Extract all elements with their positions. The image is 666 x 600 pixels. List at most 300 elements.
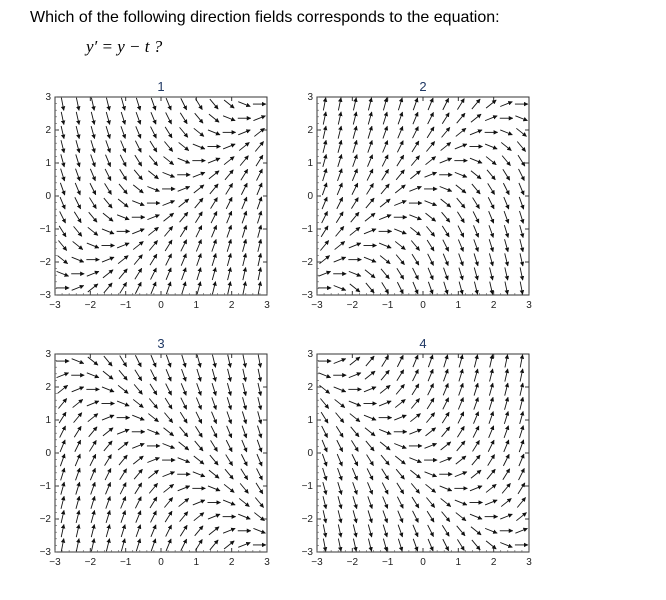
- x-tick-label: −1: [119, 300, 132, 311]
- field-arrow: [181, 383, 186, 395]
- field-arrow: [89, 427, 97, 437]
- field-arrow: [458, 397, 463, 409]
- y-tick-label: −3: [301, 547, 313, 558]
- field-arrow: [121, 539, 124, 552]
- y-tick-label: 2: [307, 382, 313, 393]
- field-arrow: [396, 469, 404, 479]
- direction-field-panel-1: [40, 79, 271, 311]
- field-arrow: [102, 387, 114, 392]
- field-arrow: [163, 201, 175, 206]
- field-arrow: [487, 469, 495, 479]
- field-arrow: [151, 282, 156, 294]
- field-arrow: [72, 359, 84, 364]
- y-tick-label: 1: [307, 158, 313, 169]
- field-arrow: [443, 240, 449, 252]
- field-arrow: [338, 482, 342, 494]
- y-tick-label: 2: [307, 125, 313, 136]
- field-arrow: [196, 397, 201, 409]
- field-arrow: [136, 126, 141, 138]
- field-arrow: [350, 284, 360, 292]
- field-arrow: [149, 399, 157, 409]
- field-arrow: [411, 241, 419, 251]
- field-arrow: [353, 140, 357, 152]
- field-arrow: [353, 126, 356, 139]
- field-arrow: [195, 198, 203, 208]
- field-arrow: [443, 98, 449, 110]
- field-arrow: [121, 112, 125, 124]
- field-arrow: [74, 426, 81, 437]
- field-arrow: [88, 284, 98, 292]
- field-arrow: [75, 183, 80, 195]
- field-arrow: [350, 357, 360, 365]
- panel-title: 3: [157, 336, 165, 351]
- field-arrow: [148, 227, 158, 235]
- field-arrow: [473, 198, 480, 209]
- field-arrow: [368, 112, 371, 125]
- field-arrow: [349, 243, 361, 248]
- field-arrow: [151, 112, 156, 124]
- y-tick-label: 3: [307, 349, 313, 360]
- field-arrow: [196, 239, 201, 251]
- field-arrow: [334, 359, 346, 364]
- field-arrow: [350, 414, 360, 422]
- field-arrow: [193, 172, 205, 177]
- plot-frame: [317, 97, 529, 295]
- field-arrow: [102, 257, 114, 262]
- field-arrow: [352, 183, 358, 195]
- field-arrow: [241, 469, 248, 480]
- field-arrow: [368, 539, 371, 552]
- y-tick-label: 1: [45, 415, 51, 426]
- field-arrow: [194, 513, 204, 521]
- field-arrow: [443, 539, 449, 551]
- field-arrow: [253, 528, 265, 533]
- field-arrow: [490, 369, 493, 382]
- x-tick-label: −2: [84, 300, 97, 311]
- field-arrow: [121, 98, 124, 111]
- field-arrow: [395, 185, 405, 193]
- field-arrow: [106, 98, 109, 111]
- field-arrow: [163, 428, 173, 436]
- field-arrow: [501, 142, 511, 150]
- field-arrow: [444, 268, 448, 280]
- y-tick-label: 0: [45, 191, 51, 202]
- field-arrow: [106, 155, 111, 167]
- field-arrow: [444, 282, 448, 294]
- field-arrow: [426, 498, 434, 508]
- field-arrow: [353, 482, 357, 494]
- field-arrow: [91, 524, 94, 537]
- field-arrow: [163, 472, 175, 477]
- field-arrow: [398, 511, 403, 523]
- field-arrow: [383, 496, 388, 508]
- field-arrow: [338, 112, 341, 125]
- field-arrow: [212, 282, 215, 295]
- field-arrow: [411, 483, 419, 493]
- field-arrow: [90, 454, 96, 466]
- field-arrow: [519, 426, 523, 438]
- field-arrow: [412, 254, 419, 265]
- field-arrow: [254, 513, 264, 521]
- field-arrow: [349, 373, 361, 378]
- field-arrow: [365, 213, 375, 221]
- field-arrow: [413, 282, 418, 294]
- field-arrow: [520, 253, 523, 266]
- field-arrow: [105, 169, 111, 181]
- field-arrow: [519, 197, 523, 209]
- field-arrow: [197, 254, 201, 266]
- field-arrow: [366, 356, 374, 366]
- field-arrow: [409, 458, 421, 463]
- field-arrow: [181, 398, 187, 410]
- field-arrow: [135, 282, 141, 294]
- x-tick-label: 2: [228, 300, 235, 311]
- field-arrow: [106, 496, 110, 508]
- field-arrow: [397, 370, 404, 381]
- field-arrow: [135, 355, 141, 367]
- field-arrow: [338, 496, 341, 509]
- field-arrow: [166, 112, 172, 124]
- field-arrow: [120, 469, 127, 480]
- field-arrow: [181, 98, 187, 110]
- field-arrow: [474, 268, 477, 281]
- y-tick-label: 3: [307, 92, 313, 103]
- direction-field-panel-4: [302, 336, 533, 568]
- field-arrow: [457, 526, 465, 536]
- field-arrow: [428, 525, 434, 537]
- field-arrow: [338, 539, 341, 552]
- field-arrow: [163, 484, 173, 492]
- field-arrow: [165, 398, 172, 409]
- field-arrow: [474, 369, 477, 382]
- field-arrow: [106, 525, 109, 538]
- direction-field-panel-2: [302, 79, 533, 311]
- field-arrow: [238, 514, 250, 519]
- x-tick-label: 0: [158, 557, 164, 568]
- field-arrow: [75, 197, 81, 209]
- field-arrow: [440, 187, 452, 192]
- field-arrow: [61, 98, 63, 111]
- field-arrow: [488, 183, 495, 194]
- field-arrow: [226, 440, 232, 452]
- field-arrow: [322, 183, 326, 195]
- field-arrow: [505, 383, 508, 396]
- field-arrow: [258, 239, 261, 252]
- field-arrow: [72, 387, 84, 392]
- field-arrow: [179, 142, 189, 150]
- field-arrow: [223, 528, 235, 533]
- field-arrow: [87, 373, 99, 378]
- field-arrow: [440, 486, 452, 491]
- field-arrow: [459, 355, 462, 368]
- field-arrow: [428, 384, 434, 396]
- field-arrow: [459, 369, 463, 381]
- field-arrow: [338, 510, 341, 523]
- field-arrow: [334, 286, 346, 291]
- field-arrow: [520, 267, 523, 280]
- field-arrow: [258, 397, 261, 410]
- field-arrow: [147, 215, 159, 220]
- field-arrow: [505, 239, 508, 252]
- field-arrow: [163, 172, 175, 177]
- field-arrow: [106, 112, 109, 125]
- field-arrow: [504, 440, 509, 452]
- field-arrow: [382, 169, 389, 180]
- field-arrow: [410, 470, 420, 478]
- field-arrow: [180, 127, 188, 137]
- field-arrow: [383, 511, 387, 523]
- field-arrow: [106, 126, 110, 138]
- field-arrow: [118, 256, 128, 264]
- field-arrow: [488, 440, 494, 452]
- field-arrow: [470, 514, 482, 519]
- field-arrow: [61, 112, 64, 125]
- y-tick-label: 0: [307, 448, 313, 459]
- field-arrow: [76, 510, 79, 523]
- field-arrow: [61, 140, 64, 153]
- field-arrow: [397, 483, 404, 494]
- field-arrow: [121, 140, 126, 152]
- field-arrow: [135, 370, 142, 381]
- field-arrow: [164, 498, 172, 508]
- field-arrow: [72, 257, 84, 262]
- field-arrow: [366, 441, 374, 451]
- field-arrow: [257, 426, 261, 438]
- field-arrow: [366, 283, 374, 293]
- field-arrow: [133, 241, 143, 249]
- field-arrow: [474, 355, 477, 368]
- field-arrow: [323, 154, 326, 167]
- field-arrow: [74, 226, 82, 236]
- field-arrow: [120, 169, 127, 180]
- field-arrow: [320, 241, 328, 251]
- field-arrow: [105, 468, 111, 480]
- field-arrow: [323, 468, 327, 480]
- field-arrow: [150, 254, 157, 265]
- field-arrow: [197, 268, 201, 280]
- field-arrow: [350, 227, 360, 235]
- field-arrow: [75, 454, 80, 466]
- field-arrow: [489, 253, 492, 266]
- field-arrow: [136, 98, 140, 110]
- field-arrow: [488, 455, 495, 466]
- field-arrow: [87, 243, 99, 248]
- field-arrow: [321, 412, 328, 423]
- field-arrow: [106, 482, 111, 494]
- field-arrow: [194, 456, 204, 464]
- field-arrow: [474, 383, 478, 395]
- field-arrow: [425, 157, 435, 165]
- field-arrow: [504, 426, 508, 438]
- field-arrow: [105, 455, 112, 466]
- field-arrow: [379, 215, 391, 220]
- field-arrow: [353, 524, 356, 537]
- field-arrow: [243, 397, 246, 410]
- field-arrow: [133, 456, 143, 464]
- field-arrow: [442, 412, 449, 423]
- field-arrow: [133, 399, 143, 407]
- field-arrow: [486, 484, 496, 492]
- field-arrow: [364, 257, 376, 262]
- field-arrow: [242, 411, 246, 423]
- field-arrow: [442, 212, 450, 222]
- panel-title: 4: [419, 336, 427, 351]
- field-arrow: [444, 369, 448, 381]
- field-arrow: [182, 268, 186, 280]
- field-arrow: [338, 98, 341, 111]
- field-arrow: [444, 355, 448, 367]
- field-arrow: [381, 184, 389, 194]
- field-arrow: [455, 500, 467, 505]
- field-arrow: [180, 412, 187, 423]
- field-arrow: [103, 371, 113, 379]
- field-arrow: [147, 187, 159, 192]
- field-arrow: [382, 282, 389, 293]
- field-arrow: [61, 154, 64, 167]
- direction-field-panel-3: [40, 336, 271, 568]
- field-arrow: [256, 155, 263, 166]
- field-arrow: [179, 498, 189, 506]
- field-arrow: [132, 415, 144, 420]
- field-arrow: [118, 385, 128, 393]
- field-arrow: [427, 511, 434, 522]
- field-arrow: [425, 201, 437, 206]
- field-arrow: [349, 271, 361, 276]
- field-arrow: [397, 268, 404, 279]
- field-arrow: [60, 426, 66, 438]
- field-arrow: [91, 112, 94, 125]
- question-text: Which of the following direction fields corresponds to the equation:: [30, 9, 500, 26]
- x-tick-label: 0: [420, 300, 426, 311]
- field-arrow: [383, 525, 387, 537]
- x-tick-label: −2: [346, 557, 359, 568]
- field-arrow: [258, 282, 260, 295]
- field-arrow: [368, 482, 373, 494]
- field-arrow: [257, 169, 263, 181]
- field-arrow: [166, 282, 170, 294]
- field-arrow: [336, 413, 344, 423]
- field-arrow: [106, 140, 110, 152]
- x-tick-label: −3: [49, 300, 61, 311]
- field-arrow: [223, 144, 235, 149]
- field-arrow: [238, 102, 250, 107]
- field-arrow: [338, 154, 342, 166]
- x-tick-label: 1: [455, 300, 462, 311]
- field-arrow: [489, 412, 493, 424]
- field-arrow: [516, 513, 526, 521]
- field-arrow: [226, 455, 233, 466]
- field-arrow: [211, 198, 218, 209]
- field-arrow: [323, 169, 327, 181]
- field-arrow: [60, 183, 64, 195]
- field-arrow: [425, 428, 435, 436]
- field-arrow: [180, 512, 188, 522]
- field-arrow: [135, 141, 141, 153]
- y-tick-label: 1: [307, 415, 313, 426]
- field-arrow: [413, 98, 417, 110]
- field-arrow: [515, 528, 527, 533]
- field-arrow: [520, 411, 523, 424]
- field-arrow: [61, 126, 64, 139]
- field-arrow: [413, 525, 418, 537]
- field-arrow: [428, 112, 434, 124]
- field-arrow: [103, 428, 113, 436]
- field-arrow: [212, 239, 216, 251]
- field-arrow: [166, 268, 171, 280]
- field-arrow: [472, 184, 480, 194]
- field-arrow: [336, 426, 343, 437]
- field-arrow: [470, 486, 482, 491]
- field-arrow: [255, 498, 263, 508]
- field-arrow: [74, 413, 82, 423]
- field-arrow: [239, 498, 249, 506]
- field-arrow: [353, 98, 356, 111]
- field-arrow: [379, 429, 391, 434]
- field-arrow: [135, 483, 142, 494]
- field-arrow: [396, 170, 404, 180]
- field-arrow: [412, 497, 419, 508]
- field-arrow: [409, 215, 421, 220]
- field-arrow: [238, 543, 250, 548]
- field-arrow: [336, 226, 344, 236]
- field-arrow: [427, 127, 434, 138]
- field-arrow: [104, 198, 112, 208]
- field-arrow: [410, 171, 420, 179]
- field-arrow: [211, 426, 217, 438]
- x-tick-label: −1: [381, 300, 394, 311]
- field-arrow: [60, 440, 65, 452]
- field-arrow: [427, 240, 434, 251]
- field-arrow: [351, 198, 358, 209]
- field-arrow: [474, 253, 478, 265]
- field-arrow: [180, 427, 188, 437]
- field-arrow: [258, 369, 261, 382]
- field-arrow: [353, 112, 356, 125]
- plot-frame: [55, 97, 267, 295]
- field-arrow: [352, 468, 357, 480]
- field-arrow: [394, 229, 406, 234]
- field-arrow: [57, 271, 69, 276]
- field-arrow: [73, 241, 83, 249]
- field-arrow: [520, 397, 523, 410]
- field-arrow: [353, 510, 356, 523]
- field-arrow: [505, 267, 508, 280]
- field-arrow: [148, 171, 158, 179]
- field-arrow: [426, 226, 434, 236]
- field-arrow: [60, 197, 65, 209]
- field-arrow: [181, 254, 186, 266]
- field-arrow: [178, 486, 190, 491]
- field-arrow: [76, 169, 80, 181]
- field-arrow: [118, 199, 128, 207]
- field-arrow: [208, 130, 220, 135]
- field-arrow: [382, 155, 388, 167]
- field-arrow: [240, 156, 248, 166]
- field-arrow: [243, 383, 246, 396]
- field-arrow: [103, 270, 113, 278]
- field-arrow: [195, 426, 202, 437]
- field-arrow: [474, 282, 477, 295]
- field-arrow: [364, 415, 376, 420]
- field-arrow: [258, 355, 260, 368]
- field-arrow: [243, 253, 246, 266]
- field-arrow: [368, 126, 372, 138]
- field-arrow: [520, 239, 523, 252]
- x-tick-label: 3: [526, 300, 532, 311]
- field-arrow: [338, 169, 342, 181]
- field-arrow: [212, 355, 215, 368]
- field-arrow: [151, 539, 155, 551]
